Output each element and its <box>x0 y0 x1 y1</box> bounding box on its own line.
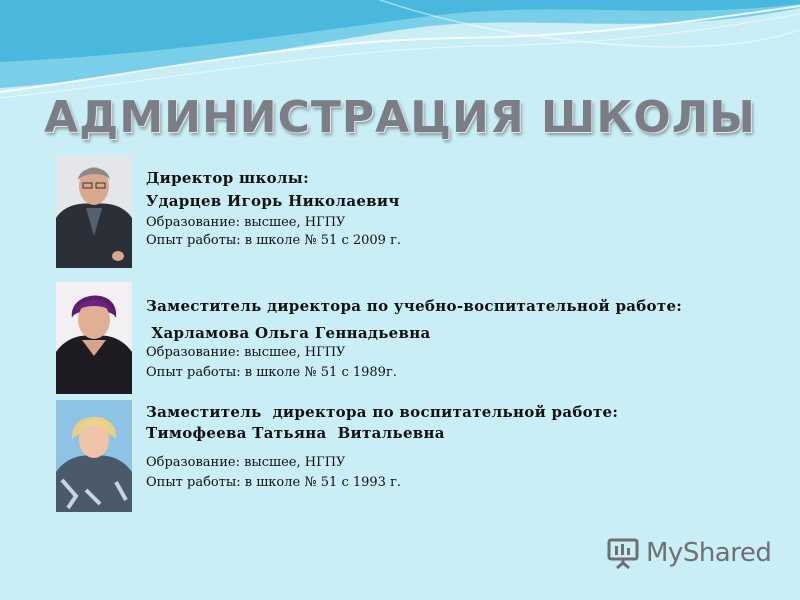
myshared-watermark <box>606 536 772 572</box>
deputy-upbringing-experience: Опыт работы: в школе № 51 с 1993 г. <box>146 475 402 490</box>
deputy-upbringing-name: Тимофеева Татьяна Витальевна <box>146 424 445 442</box>
deputy-academic-name: Харламова Ольга Геннадьевна <box>146 324 431 342</box>
deputy-academic-photo <box>56 282 132 394</box>
deputy-academic-info <box>146 296 682 382</box>
director-name: Ударцев Игорь Николаевич <box>146 192 400 210</box>
director-photo <box>56 156 132 268</box>
deputy-academic-role: Заместитель директора по учебно-воспитательной работе: <box>146 297 683 315</box>
watermark-text: MyShared <box>646 538 772 568</box>
director-experience: Опыт работы: в школе № 51 с 2009 г. <box>146 233 402 248</box>
deputy-upbringing-education: Образование: высшее, НГПУ <box>146 455 346 470</box>
presentation-board-icon <box>606 536 640 570</box>
director-info <box>146 168 401 250</box>
deputy-upbringing-info <box>146 402 618 492</box>
director-education: Образование: высшее, НГПУ <box>146 215 346 230</box>
deputy-upbringing-photo <box>56 400 132 512</box>
deputy-upbringing-role: Заместитель директора по воспитательной работе: <box>146 403 619 421</box>
deputy-academic-education: Образование: высшее, НГПУ <box>146 345 346 360</box>
deputy-academic-experience: Опыт работы: в школе № 51 с 1989г. <box>146 365 397 380</box>
director-role: Директор школы: <box>146 169 309 187</box>
page-title: АДМИНИСТРАЦИЯ ШКОЛЫ <box>44 92 756 143</box>
